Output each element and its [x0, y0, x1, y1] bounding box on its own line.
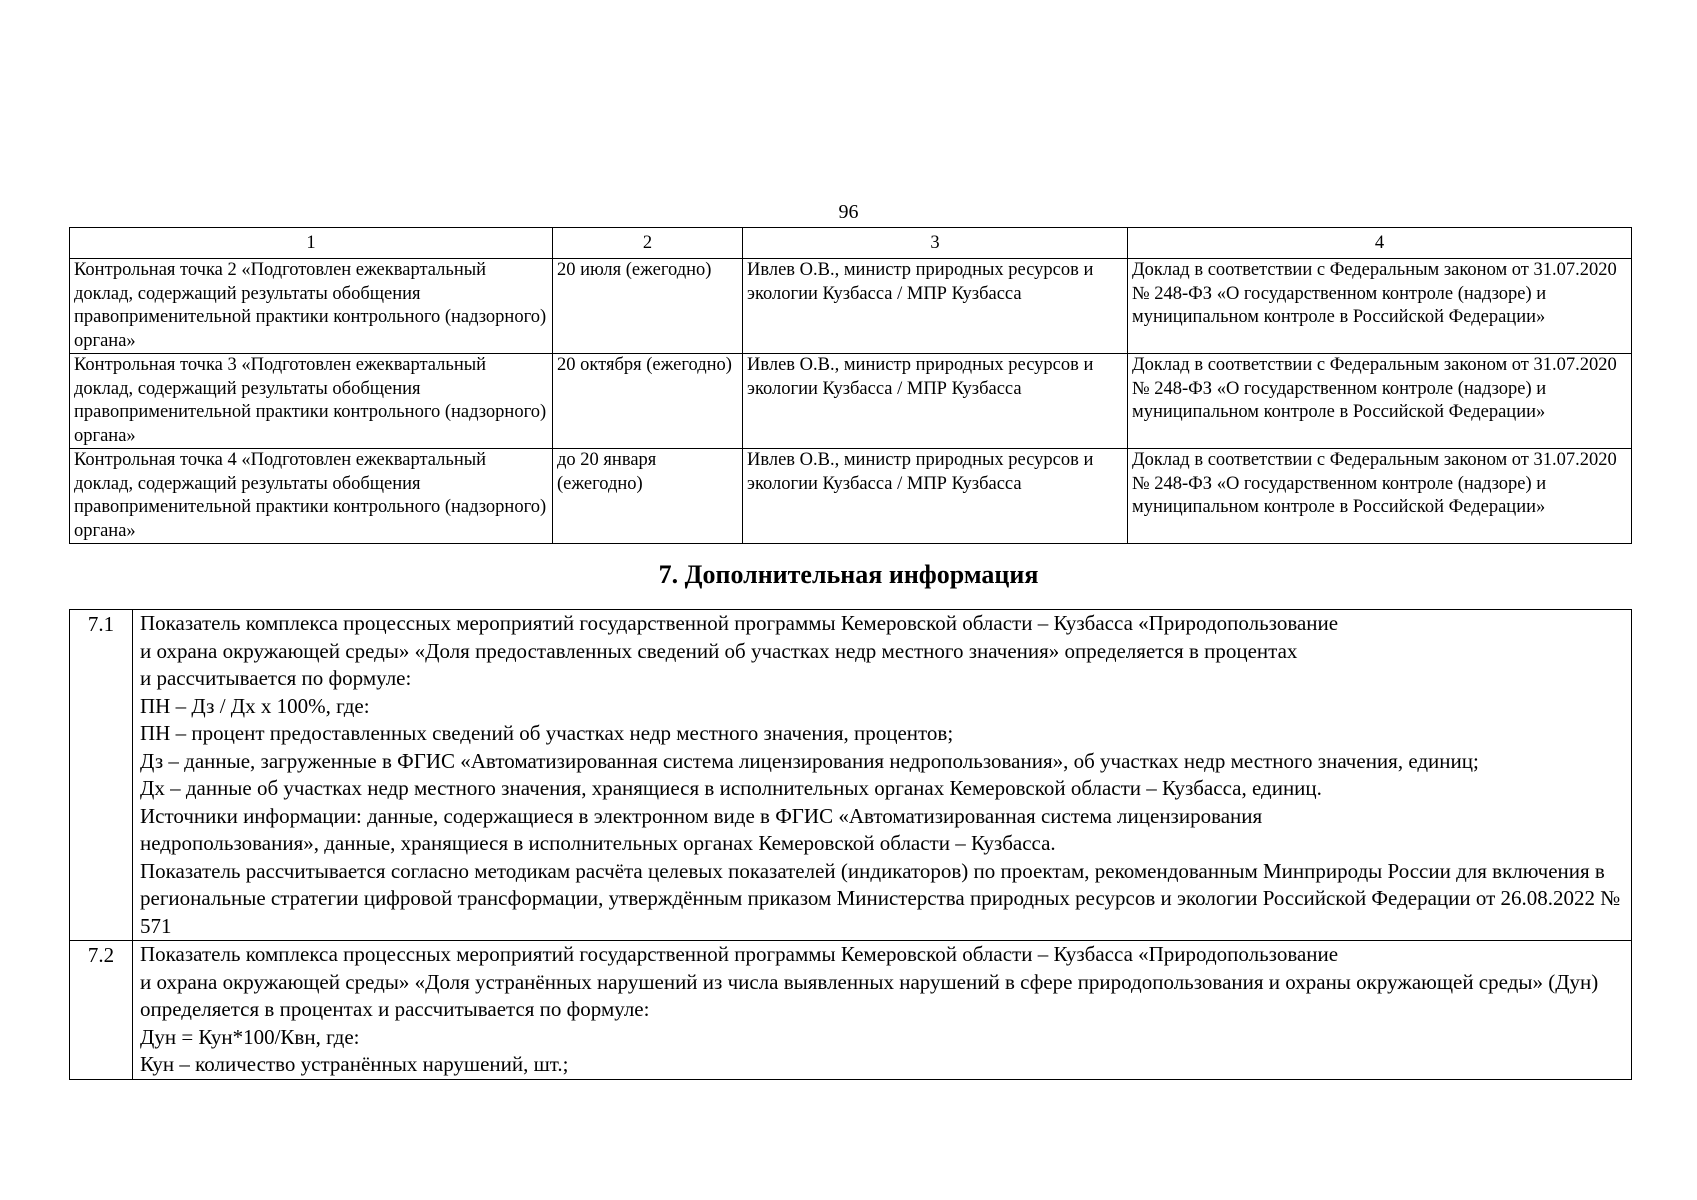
info-line: Кун – количество устранённых нарушений, шт.;	[140, 1052, 569, 1076]
milestone-deadline: 20 июля (ежегодно)	[553, 259, 743, 354]
table-row	[70, 259, 1632, 354]
milestone-deadline: 20 октября (ежегодно)	[553, 354, 743, 449]
section-title: 7. Дополнительная информация	[658, 560, 1039, 589]
info-row-index: 7.1	[70, 610, 133, 941]
info-line: Показатель комплекса процессных мероприятий государственной программы Кемеровской области – Кузбасса «Природопользование	[140, 942, 1339, 966]
milestone-responsible: Ивлев О.В., министр природных ресурсов и экологии Кузбасса / МПР Кузбасса	[743, 259, 1128, 354]
column-number: 1	[70, 228, 553, 259]
formula-line: ПН – Дз / Дх х 100%, где:	[140, 693, 370, 718]
info-line: Дз – данные, загруженные в ФГИС «Автоматизированная система лицензирования недропользования», об участках недр местного значения, единиц;	[140, 748, 1479, 773]
milestones-table	[69, 227, 1632, 544]
info-line: Показатель рассчитывается согласно методикам расчёта целевых показателей (индикаторов) по проектам, рекомендованным Минприроды России для включения в региональные стратегии цифровой трансформации, утверждённым приказом Министерства природных ресурсов и экологии Российской Федерации от 26.08.2022 № 571	[140, 858, 1621, 938]
info-line: ПН – процент предоставленных сведений об участках недр местного значения, процентов;	[140, 721, 954, 745]
milestone-event: Контрольная точка 4 «Подготовлен ежеквартальный доклад, содержащий результаты обобщения правоприменительной практики контрольного (надзорного) органа»	[70, 449, 553, 544]
info-row-content	[133, 941, 1632, 1080]
info-row-content	[133, 610, 1632, 941]
column-number: 4	[1128, 228, 1632, 259]
info-line: и охрана окружающей среды» «Доля предоставленных сведений об участках недр местного значения» определяется в процентах	[140, 638, 1298, 663]
additional-info-table	[69, 609, 1632, 1080]
milestone-event: Контрольная точка 2 «Подготовлен ежеквартальный доклад, содержащий результаты обобщения правоприменительной практики контрольного (надзорного) органа»	[70, 259, 553, 354]
milestone-responsible: Ивлев О.В., министр природных ресурсов и экологии Кузбасса / МПР Кузбасса	[743, 449, 1128, 544]
info-line: Показатель комплекса процессных мероприятий государственной программы Кемеровской области – Кузбасса «Природопользование	[140, 611, 1339, 635]
milestone-event: Контрольная точка 3 «Подготовлен ежеквартальный доклад, содержащий результаты обобщения правоприменительной практики контрольного (надзорного) органа»	[70, 354, 553, 449]
column-number-row	[70, 228, 1632, 259]
table-row	[70, 941, 1632, 1080]
table-row	[70, 449, 1632, 544]
info-line: и рассчитывается по формуле:	[140, 666, 412, 690]
milestone-responsible: Ивлев О.В., министр природных ресурсов и экологии Кузбасса / МПР Кузбасса	[743, 354, 1128, 449]
column-number: 3	[743, 228, 1128, 259]
formula-line: Дун = Кун*100/Квн, где:	[140, 1024, 360, 1049]
milestone-result: Доклад в соответствии с Федеральным законом от 31.07.2020 № 248-ФЗ «О государственном контроле (надзоре) и муниципальном контроле в Российской Федерации»	[1128, 449, 1632, 544]
milestone-deadline: до 20 января (ежегодно)	[553, 449, 743, 544]
info-line: недропользования», данные, хранящиеся в исполнительных органах Кемеровской области – Кузбасса.	[140, 831, 1056, 855]
info-row-index: 7.2	[70, 941, 133, 1080]
table-row	[70, 610, 1632, 941]
milestone-result: Доклад в соответствии с Федеральным законом от 31.07.2020 № 248-ФЗ «О государственном контроле (надзоре) и муниципальном контроле в Российской Федерации»	[1128, 354, 1632, 449]
table-row	[70, 354, 1632, 449]
info-line: Источники информации: данные, содержащиеся в электронном виде в ФГИС «Автоматизированная система лицензирования	[140, 803, 1263, 828]
info-line: Дх – данные об участках недр местного значения, хранящиеся в исполнительных органах Кемеровской области – Кузбасса, единиц.	[140, 776, 1322, 800]
page-number: 96	[838, 201, 859, 223]
milestone-result: Доклад в соответствии с Федеральным законом от 31.07.2020 № 248-ФЗ «О государственном контроле (надзоре) и муниципальном контроле в Российской Федерации»	[1128, 259, 1632, 354]
column-number: 2	[553, 228, 743, 259]
info-line: и охрана окружающей среды» «Доля устранённых нарушений из числа выявленных нарушений в сфере природопользования и охраны окружающей среды» (Дун) определяется в процентах и рассчитывается по формуле:	[140, 969, 1599, 1021]
